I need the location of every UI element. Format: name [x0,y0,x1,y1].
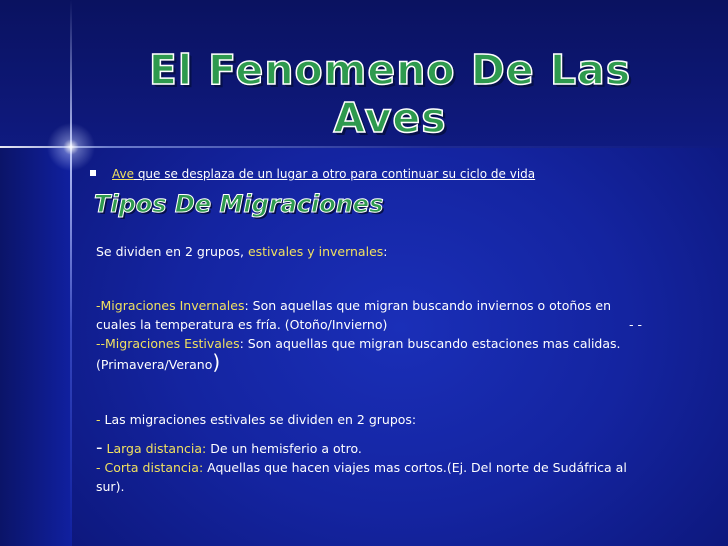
estivales-paren: ) [212,350,221,374]
estivales-groups [96,410,636,429]
groups-intro-highlight: estivales y invernales [247,244,384,259]
definition-text: que se desplaza de un lugar a otro para continuar su ciclo de vida [134,167,536,181]
vertical-divider [70,0,72,546]
bullet-definition [90,167,535,181]
keyword-ave: Ave [112,167,134,181]
corta-text: Aquellas que hacen viajes mas cortos.(Ej. Del norte de Sudáfrica al sur). [96,460,627,494]
larga-text: De un hemisferio a otro. [206,441,362,456]
invernales-trail: - - [629,317,642,332]
slide-title: El Fenomeno De Las Aves [148,46,632,142]
invernales-paragraph [96,296,642,334]
larga-line [96,438,636,458]
larga-dash: - [96,437,103,458]
larga-label: Larga distancia: [102,441,207,456]
corta-line [96,458,636,496]
migration-types [96,296,642,374]
estivales-paragraph [96,334,636,374]
estivales-groups-text: Las migraciones estivales se dividen en 2 grupos: [104,412,417,427]
groups-intro [96,242,636,261]
estivales-label: --Migraciones Estivales [96,336,240,351]
estivales-text: : Son aquellas que migran buscando estaciones mas calidas. (Primavera/Verano [96,336,621,372]
invernales-text: : Son aquellas que migran buscando inviernos o otoños en cuales la temperatura es fría. (Otoño/Invierno) [96,298,612,332]
estivales-groups-dash: - [96,412,105,427]
groups-intro-text: Se dividen en 2 grupos, [96,244,248,259]
horizontal-divider [0,146,728,148]
groups-intro-end: : [383,244,388,259]
invernales-label: -Migraciones Invernales [96,298,245,313]
square-bullet-icon [90,170,96,176]
left-strip [0,148,72,546]
section-title: Tipos De Migraciones [94,190,384,218]
distance-types [96,438,636,496]
corta-label: - Corta distancia: [96,460,204,475]
